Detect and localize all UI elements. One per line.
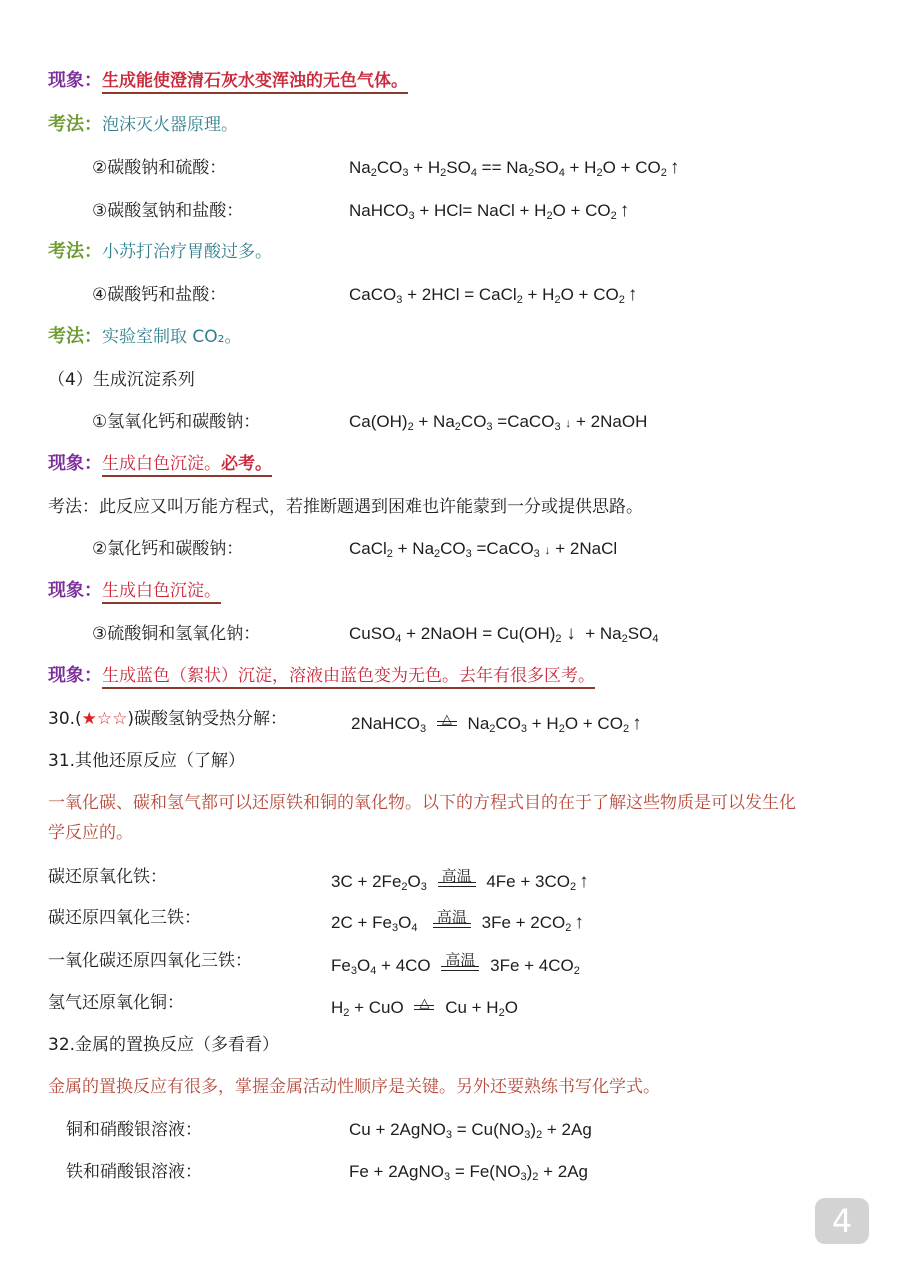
reaction-name: 铜和硝酸银溶液： [66,1120,202,1140]
section-heading: （4）生成沉淀系列 [48,370,195,390]
equation-c-fe2o3: $3C + 2Fe_2O_3$ 高温 $4Fe + 3CO_2$ ↑ [331,868,589,893]
item-30-heading [48,708,287,730]
reaction-name: 铁和硝酸银溶液： [66,1162,202,1182]
reaction-name: 一氧化碳还原四氧化三铁： [48,951,252,971]
exam-label: 考法： [48,241,102,262]
intro-text-line-2: 学反应的。 [48,823,133,843]
equation-cuso4-naoh: CuSO$_4$ + 2NaOH = $Cu(OH)_2$ ↓ + $Na_2SO_4$ [349,623,659,645]
exam-note: 考法：此反应又叫万能方程式，若推断题遇到困难也许能蒙到一分或提供思路。 [48,497,643,517]
high-temp-condition: 高温 [441,950,479,972]
equation-co-fe3o4: $Fe_3O_4 + 4CO$ 高温 $3Fe + 4CO_2$ [331,952,580,977]
exam-label: 考法： [48,114,102,135]
reaction-name: ②碳酸钠和硫酸： [92,158,227,178]
phenomenon-text: 生成白色沉淀。 [102,454,221,474]
phenomenon-text: 生成能使澄清石灰水变浑浊的无色气体。 [102,71,408,94]
exam-method-line-1 [48,114,238,136]
phenomenon-label: 现象： [48,70,102,91]
equation-nahco3-hcl: NaHCO$_3$ + HCl= NaCl + $H_2O + CO_2$ ↑ [349,200,630,222]
heat-condition: △ [435,708,459,730]
heat-condition: △ [412,992,436,1014]
phenomenon-label: 现象： [48,580,102,601]
page-number-badge: 4 [815,1198,869,1244]
intro-text: 金属的置换反应有很多，掌握金属活动性顺序是关键。另外还要熟练书写化学式。 [48,1077,660,1097]
star-outline-icon: ☆ [112,709,128,729]
reaction-name: ②氯化钙和碳酸钠： [92,539,244,559]
reaction-name: 氢气还原氧化铜： [48,993,184,1013]
equation-cu-agno3: Cu + 2AgNO$_3$ = $Cu(NO_3)_2 + 2Ag$ [349,1120,592,1141]
reaction-name: 碳还原氧化铁： [48,867,167,887]
reaction-name: ③硫酸铜和氢氧化钠： [92,624,261,644]
reaction-name: ①氢氧化钙和碳酸钠： [92,412,261,432]
high-temp-condition: 高温 [433,907,471,929]
intro-text-line-1: 一氧化碳、碳和氢气都可以还原铁和铜的氧化物。以下的方程式目的在于了解这些物质是可以发生化 [48,793,796,813]
equation-nahco3-decomposition: 2NaHCO$_3$ △ $Na_2CO_3 + H_2O + CO_2$ ↑ [351,708,642,735]
item-title: )碳酸氢钠受热分解： [127,709,288,729]
reaction-name: 碳还原四氧化三铁： [48,908,201,928]
reaction-name: ③碳酸氢钠和盐酸： [92,201,244,221]
exam-method-line-3 [48,326,241,348]
equation-h2-cuo: $H_2$ + CuO △ $Cu + H_2O$ [331,992,518,1019]
exam-text: 泡沫灭火器原理。 [102,115,238,135]
exam-label: 考法： [48,326,102,347]
phenomenon-line-4 [48,665,595,687]
high-temp-condition: 高温 [438,866,476,888]
phenomenon-label: 现象： [48,665,102,686]
star-outline-icon: ☆ [96,709,113,729]
item-number: 30.( [48,709,82,729]
equation-caco3-hcl: CaCO$_3$ + 2HCl = CaCl$_2$ + $H_2O + CO_2$ ↑ [349,284,638,306]
reaction-name: ④碳酸钙和盐酸： [92,285,227,305]
equation-c-fe3o4: $2C + Fe_3O_4$ 高温 $3Fe + 2CO_2$ ↑ [331,909,584,934]
equation-na2co3-h2so4: $Na_2CO_3 + H_2SO_4 == Na_2SO_4 + H_2O + CO_2$ ↑ [349,157,680,179]
phenomenon-line-3 [48,580,221,602]
exam-text: 小苏打治疗胃酸过多。 [102,242,272,262]
equation-fe-agno3: Fe + 2AgNO$_3$ = $Fe(NO_3)_2 + 2Ag$ [349,1162,589,1183]
exam-method-line-2 [48,241,272,263]
star-filled-icon: ★ [81,709,97,729]
exam-text: 实验室制取 CO₂。 [102,327,242,347]
equation-cacl2-na2co3: CaCl$_2$ + $Na_2CO_3$ =CaCO$_3$ ↓ + 2NaCl [349,539,618,560]
section-heading: 32.金属的置换反应（多看看） [48,1035,280,1055]
phenomenon-text: 生成蓝色（絮状）沉淀，溶液由蓝色变为无色。去年有很多区考。 [102,666,595,689]
section-heading: 31.其他还原反应（了解） [48,751,246,771]
phenomenon-line-1 [48,70,408,92]
must-test-note: 必考。 [221,454,272,474]
phenomenon-text: 生成白色沉淀。 [102,581,221,604]
phenomenon-line-2 [48,453,272,475]
phenomenon-label: 现象： [48,453,102,474]
equation-caoh2-na2co3: $Ca(OH)_2 + Na_2CO_3$ =CaCO$_3$ ↓ + 2NaOH [349,412,648,433]
